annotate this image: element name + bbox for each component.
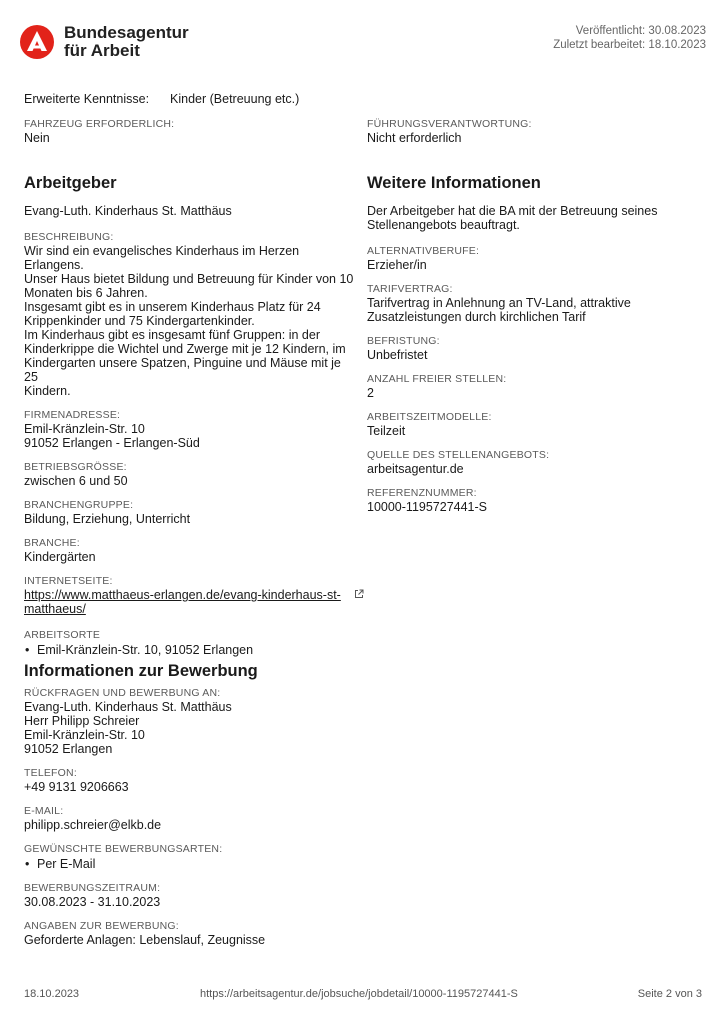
fahrzeug-value: Nein [24, 131, 50, 145]
internet-field [24, 575, 354, 618]
groesse-value: zwischen 6 und 50 [24, 474, 128, 488]
angaben-label: ANGABEN ZUR BEWERBUNG: [24, 920, 179, 932]
fahrzeug-label: FAHRZEUG ERFORDERLICH: [24, 118, 175, 130]
angaben-field [24, 920, 354, 947]
quelle-label: QUELLE DES STELLENANGEBOTS: [367, 449, 550, 461]
kenntnisse-label: Erweiterte Kenntnisse: [24, 92, 150, 106]
kontakt-line: Evang-Luth. Kinderhaus St. Matthäus [24, 700, 232, 714]
arbeitsorte-label: ARBEITSORTE [24, 629, 101, 641]
fuehrung-label: FÜHRUNGSVERANTWORTUNG: [367, 118, 532, 130]
tarif-line-2: Zusatzleistungen durch kirchlichen Tarif [367, 310, 586, 324]
beschreibung-line: Monaten bis 6 Jahren. [24, 286, 148, 300]
edited-date: Zuletzt bearbeitet: 18.10.2023 [553, 39, 706, 51]
tarif-line-1: Tarifvertrag in Anlehnung an TV-Land, attraktive [367, 296, 631, 310]
logo-line-2: für Arbeit [64, 41, 140, 60]
adresse-line-1: Emil-Kränzlein-Str. 10 [24, 422, 145, 436]
bewerbungsarten-field [24, 843, 354, 871]
quelle-value: arbeitsagentur.de [367, 462, 464, 476]
beschreibung-line: Im Kinderhaus gibt es insgesamt fünf Gruppen: in der [24, 328, 320, 342]
quelle-field [367, 449, 697, 476]
zeitraum-value: 30.08.2023 - 31.10.2023 [24, 895, 161, 909]
branchengruppe-label: BRANCHENGRUPPE: [24, 499, 134, 511]
bewerbungsarten-list [24, 857, 354, 871]
footer-url: https://arbeitsagentur.de/jobsuche/jobdetail/10000-1195727441-S [200, 988, 518, 1000]
beschreibung-line: Krippenkinder und 75 Kindergartenkinder. [24, 314, 255, 328]
befristung-field [367, 335, 697, 362]
stellen-value: 2 [367, 386, 374, 400]
ba-logo [20, 24, 189, 60]
published-date: Veröffentlicht: 30.08.2023 [575, 25, 706, 37]
beschreibung-label: BESCHREIBUNG: [24, 231, 114, 243]
angaben-value: Geforderte Anlagen: Lebenslauf, Zeugnisse [24, 933, 266, 947]
kenntnisse-row [24, 92, 299, 106]
arbeitsorte-field [24, 629, 354, 657]
arbeitgeber-section [24, 173, 354, 668]
alternativberufe-value: Erzieher/in [367, 258, 427, 272]
list-item: • Per E-Mail [37, 857, 354, 871]
ba-logo-icon [20, 25, 54, 59]
external-link-icon[interactable] [354, 589, 364, 599]
stellen-field [367, 373, 697, 400]
beschreibung-text [24, 244, 354, 398]
bewerbungsarten-label: GEWÜNSCHTE BEWERBUNGSARTEN: [24, 843, 223, 855]
telefon-field [24, 767, 354, 794]
logo-line-1: Bundesagentur [64, 23, 189, 42]
weitere-heading: Weitere Informationen [367, 174, 541, 192]
email-label: E-MAIL: [24, 805, 64, 817]
email-field [24, 805, 354, 832]
tarif-field [367, 283, 697, 324]
list-item: • Emil-Kränzlein-Str. 10, 91052 Erlangen [37, 643, 354, 657]
zeitraum-label: BEWERBUNGSZEITRAUM: [24, 882, 161, 894]
fahrzeug-field [24, 118, 174, 145]
modelle-field [367, 411, 697, 438]
branche-label: BRANCHE: [24, 537, 80, 549]
branchengruppe-value: Bildung, Erziehung, Unterricht [24, 512, 191, 526]
branche-field [24, 537, 354, 564]
stellen-label: ANZAHL FREIER STELLEN: [367, 373, 507, 385]
website-link-line-1[interactable]: https://www.matthaeus-erlangen.de/evang-kinderhaus-st- [24, 588, 341, 602]
footer-page-number: Seite 2 von 3 [637, 988, 702, 1000]
referenz-field [367, 487, 697, 514]
alternativberufe-label: ALTERNATIVBERUFE: [367, 245, 480, 257]
beschreibung-field [24, 231, 354, 398]
beschreibung-line: Wir sind ein evangelisches Kinderhaus im Herzen Erlangens. [24, 244, 300, 272]
website-link[interactable] [24, 588, 342, 616]
kenntnisse-value: Kinder (Betreuung etc.) [170, 92, 300, 106]
arbeitgeber-name: Evang-Luth. Kinderhaus St. Matthäus [24, 204, 232, 218]
weitere-section [367, 173, 697, 525]
referenz-label: REFERENZNUMMER: [367, 487, 477, 499]
kontakt-label: RÜCKFRAGEN UND BEWERBUNG AN: [24, 687, 221, 699]
arbeitsorte-list [24, 643, 354, 657]
website-link-line-2[interactable]: matthaeus/ [24, 602, 86, 616]
alternativberufe-field [367, 245, 697, 272]
intro-line-1: Der Arbeitgeber hat die BA mit der Betreuung seines [367, 204, 658, 218]
ba-logo-text [64, 24, 189, 60]
email-value[interactable]: philipp.schreier@elkb.de [24, 818, 162, 832]
beschreibung-line: Unser Haus bietet Bildung und Betreuung für Kinder von 10 [24, 272, 354, 286]
befristung-value: Unbefristet [367, 348, 428, 362]
fuehrung-value: Nicht erforderlich [367, 131, 462, 145]
modelle-value: Teilzeit [367, 424, 406, 438]
adresse-field [24, 409, 354, 450]
adresse-label: FIRMENADRESSE: [24, 409, 121, 421]
telefon-label: TELEFON: [24, 767, 77, 779]
befristung-label: BEFRISTUNG: [367, 335, 440, 347]
tarif-label: TARIFVERTRAG: [367, 283, 453, 295]
document-meta [553, 24, 706, 52]
branche-value: Kindergärten [24, 550, 96, 564]
groesse-label: BETRIEBSGRÖSSE: [24, 461, 127, 473]
beschreibung-line: Kindergarten unsere Spatzen, Pinguine und Mäuse mit je 25 [24, 356, 341, 384]
kontakt-field [24, 687, 354, 756]
intro-line-2: Stellenangebots beauftragt. [367, 218, 520, 232]
arbeitgeber-heading: Arbeitgeber [24, 174, 117, 192]
modelle-label: ARBEITSZEITMODELLE: [367, 411, 492, 423]
adresse-line-2: 91052 Erlangen - Erlangen-Süd [24, 436, 200, 450]
groesse-field [24, 461, 354, 488]
internet-label: INTERNETSEITE: [24, 575, 113, 587]
weitere-intro [367, 204, 697, 232]
kontakt-line: 91052 Erlangen [24, 742, 113, 756]
footer-date: 18.10.2023 [24, 988, 80, 1000]
bewerbung-section [24, 661, 354, 958]
referenz-value: 10000-1195727441-S [367, 500, 488, 514]
telefon-value[interactable]: +49 9131 9206663 [24, 780, 129, 794]
bewerbung-heading: Informationen zur Bewerbung [24, 662, 258, 680]
branchengruppe-field [24, 499, 354, 526]
kontakt-line: Herr Philipp Schreier [24, 714, 140, 728]
beschreibung-line: Kindern. [24, 384, 71, 398]
beschreibung-line: Insgesamt gibt es in unserem Kinderhaus Platz für 24 [24, 300, 321, 314]
fuehrung-field [367, 118, 532, 145]
kontakt-line: Emil-Kränzlein-Str. 10 [24, 728, 145, 742]
beschreibung-line: Kinderkrippe die Wichtel und Zwerge mit je 12 Kindern, im [24, 342, 346, 356]
zeitraum-field [24, 882, 354, 909]
